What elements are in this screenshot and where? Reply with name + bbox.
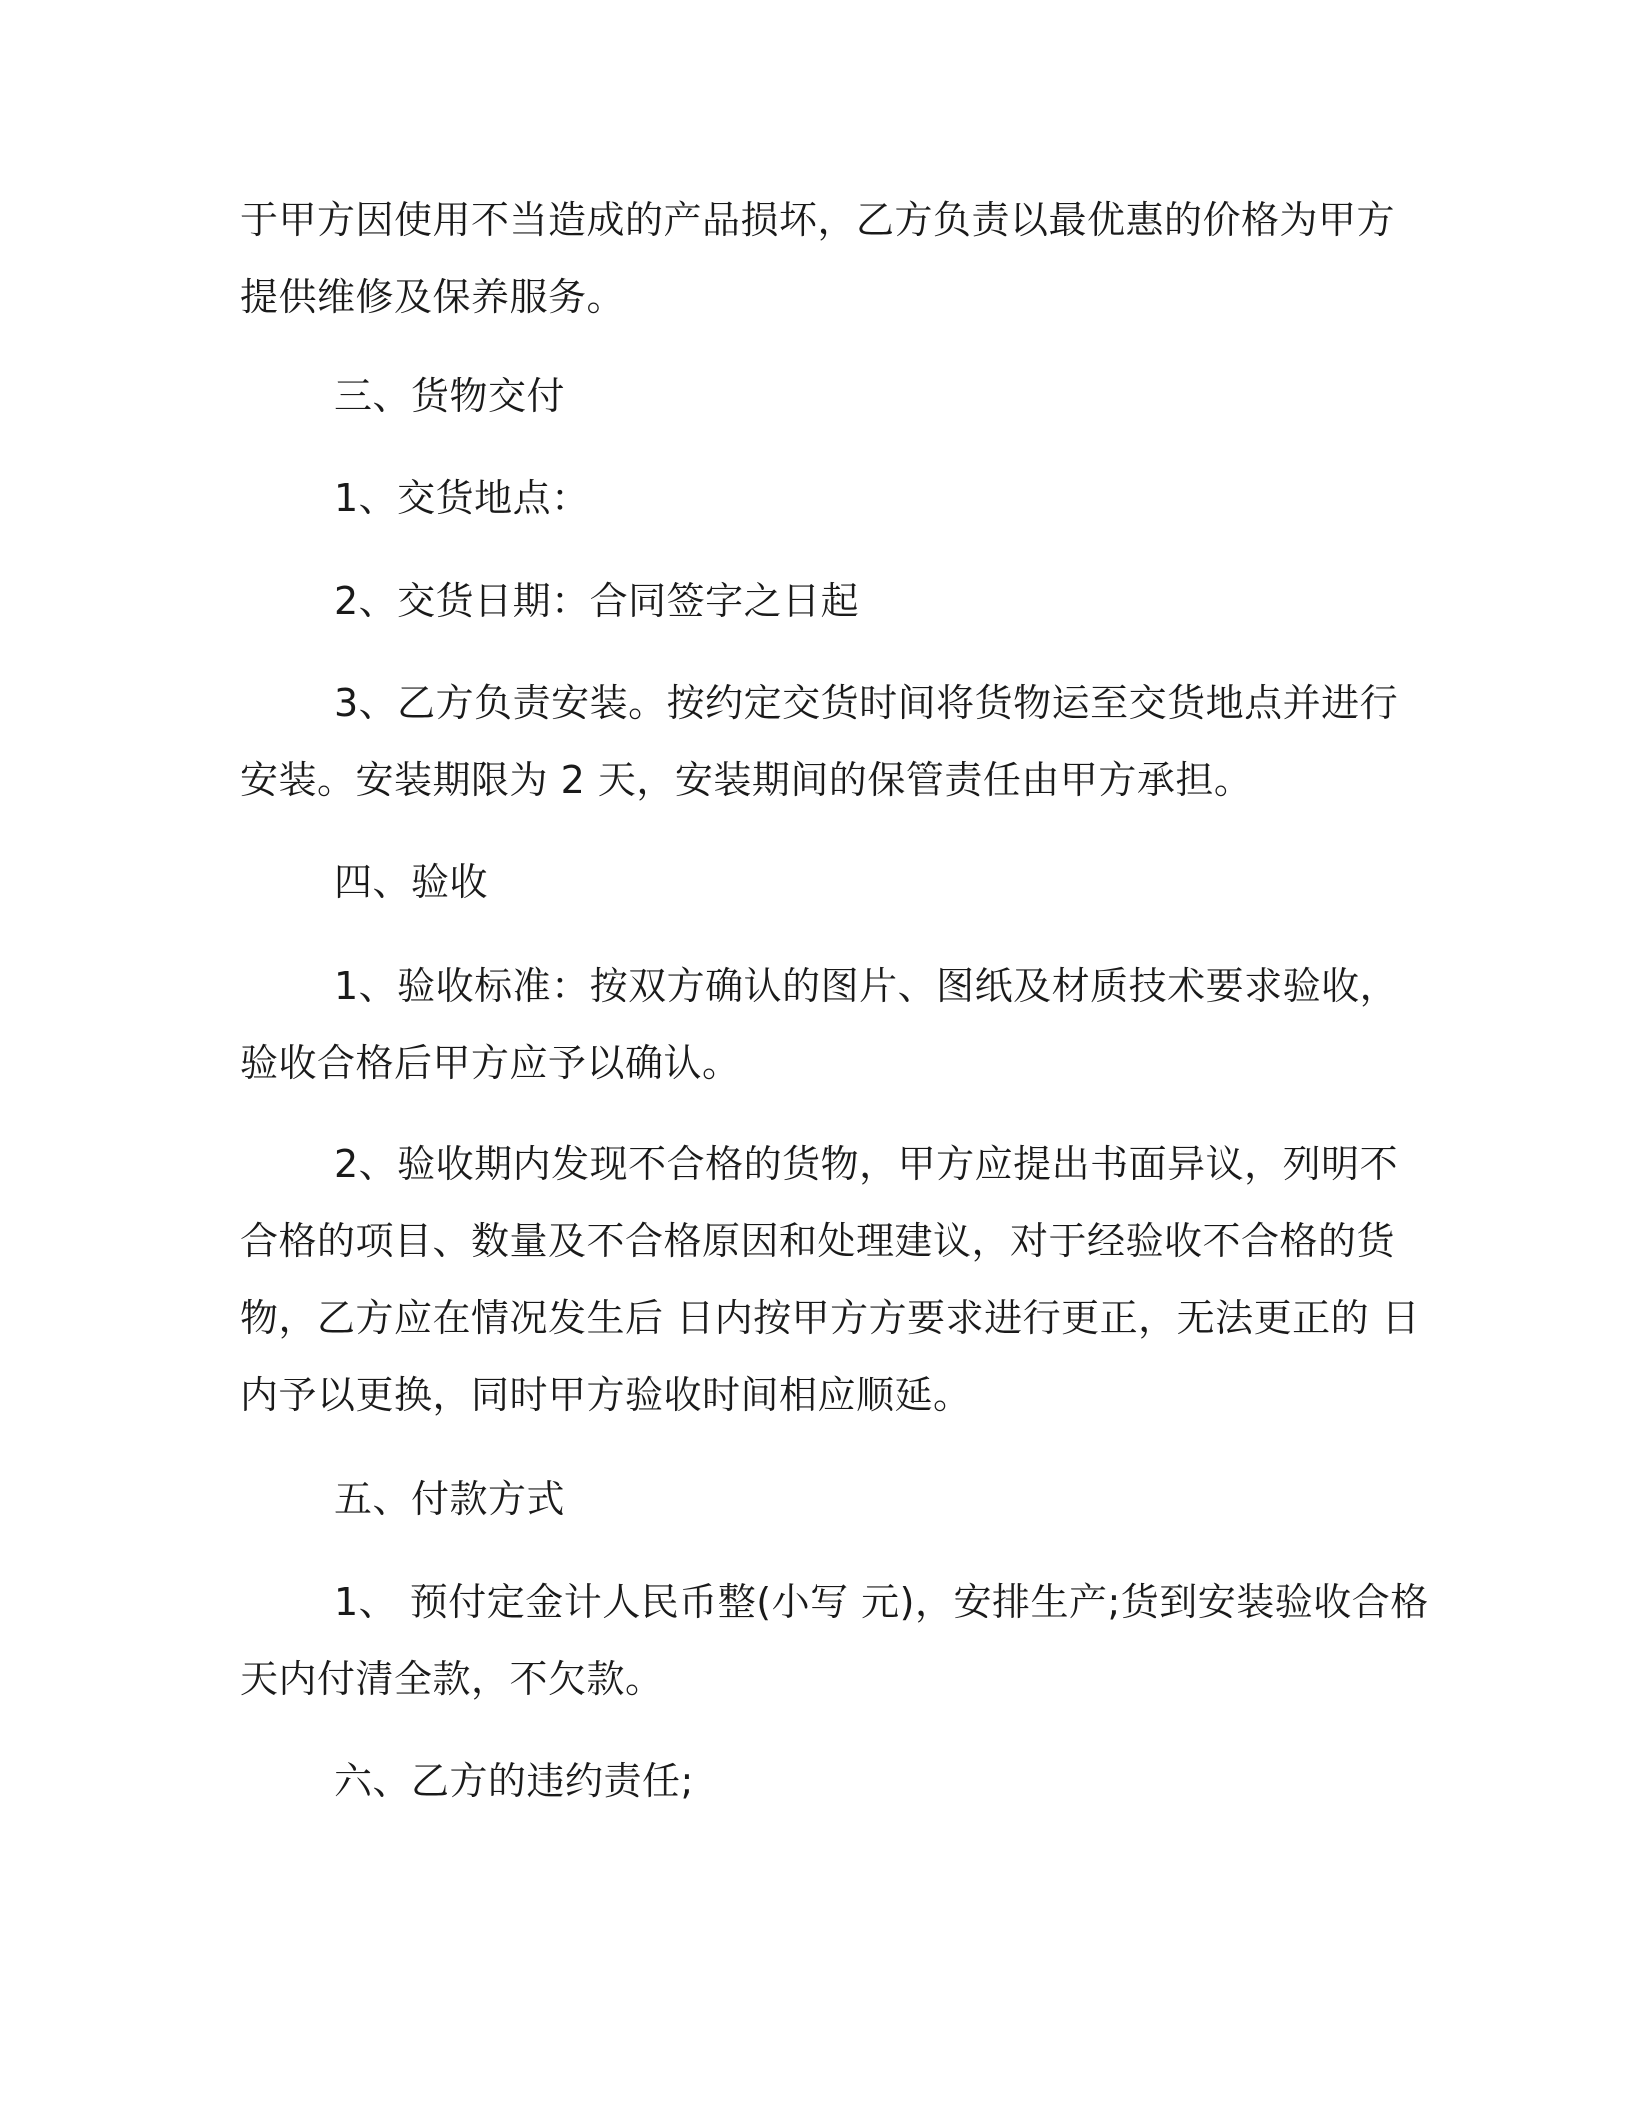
- paragraph-line: 合格的项目、数量及不合格原因和处理建议，对于经验收不合格的货: [240, 1219, 1396, 1263]
- paragraph-line: 物，乙方应在情况发生后 日内按甲方方要求进行更正，无法更正的 日: [240, 1296, 1421, 1340]
- clause-acceptance-standard: 1、验收标准：按双方确认的图片、图纸及材质技术要求验收，: [334, 964, 1399, 1008]
- section-heading-payment: 五、付款方式: [334, 1477, 566, 1521]
- clause-installation: 3、乙方负责安装。按约定交货时间将货物运至交货地点并进行: [334, 681, 1399, 725]
- section-heading-acceptance: 四、验收: [334, 860, 489, 904]
- clause-delivery-location: 1、交货地点：: [334, 476, 590, 520]
- paragraph-line: 于甲方因使用不当造成的产品损坏，乙方负责以最优惠的价格为甲方: [240, 198, 1396, 242]
- section-heading-breach: 六、乙方的违约责任;: [334, 1759, 694, 1803]
- paragraph-line: 内予以更换，同时甲方验收时间相应顺延。: [240, 1373, 972, 1417]
- paragraph-line: 安装。安装期限为 2 天，安装期间的保管责任由甲方承担。: [240, 758, 1253, 802]
- paragraph-line: 验收合格后甲方应予以确认。: [240, 1041, 741, 1085]
- section-heading-delivery: 三、货物交付: [334, 374, 566, 418]
- clause-delivery-date: 2、交货日期：合同签字之日起: [334, 579, 860, 623]
- clause-payment-deposit: 1、 预付定金计人民币整(小写 元)，安排生产;货到安装验收合格: [334, 1580, 1429, 1624]
- paragraph-line: 提供维修及保养服务。: [240, 275, 626, 319]
- clause-acceptance-objection: 2、验收期内发现不合格的货物，甲方应提出书面异议，列明不: [334, 1142, 1399, 1186]
- paragraph-line: 天内付清全款，不欠款。: [240, 1657, 664, 1701]
